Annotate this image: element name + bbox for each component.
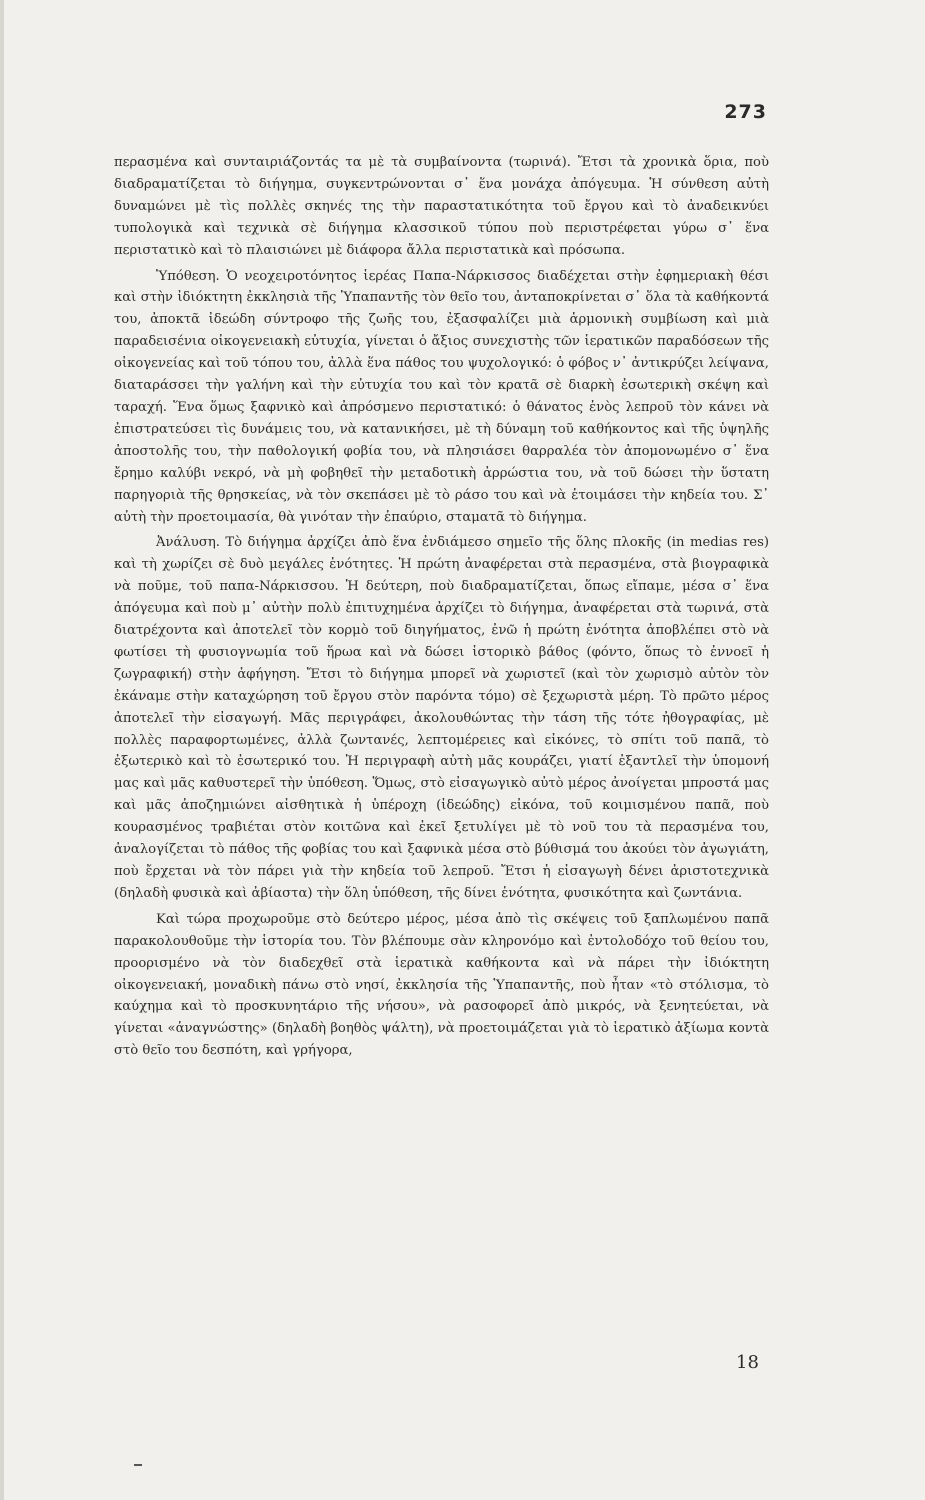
paragraph-2: Ὑπόθεση. Ὁ νεοχειροτόνητος ἱερέας Παπα-Νάρκισσος διαδέχεται στὴν ἐφημεριακὴ θέσι καὶ στὴν ἰδιόκτητη ἐκκλησιὰ τῆς Ὑπαπαντῆς τὸν θεῖο του, ἀνταποκρίνεται σ᾿ ὅλα τὰ καθήκοντά του, ἀποκτᾶ ἰδεώδη σύντροφο τῆς ζωῆς του, ἐξασφαλίζει μιὰ ἁρμονικὴ συμβίωση καὶ μιὰ παραδεισένια οἰκογενειακὴ εὐτυχία, γίνεται ὁ ἄξιος συνεχιστὴς τῶν ἱερατικῶν παραδόσεων τῆς οἰκογενείας καὶ τοῦ τόπου του, ἀλλὰ ἕνα πάθος του ψυχολογικό: ὁ φόβος ν᾿ ἀντικρύζει λείψανα, διαταράσσει τὴν γαλήνη καὶ τὴν εὐτυχία του καὶ τὸν κρατᾶ σὲ διαρκὴ ἐσωτερικὴ σκέψη καὶ ταραχή. Ἕνα ὅμως ξαφνικὸ καὶ ἀπρόσμενο περιστατικό: ὁ θάνατος ἑνὸς λεπροῦ τὸν κάνει νὰ ἐπιστρατεύσει τὶς δυνάμεις του, νὰ κατανικήσει, μὲ τὴ δύναμη τοῦ καθήκοντος καὶ τῆς ὑψηλῆς ἀποστολῆς του, τὴν παθολογική φοβία του, νὰ πλησιάσει θαρραλέα τὸν ἀπομονωμένο σ᾿ ἕνα ἔρημο καλύβι νεκρό, νὰ μὴ φοβηθεῖ τὴν μεταδοτικὴ ἀρρώστια του, νὰ τοῦ δώσει τὴν ὕστατη παρηγοριὰ τῆς θρησκείας, νὰ τὸν σκεπάσει μὲ τὸ ράσο του καὶ νὰ ἑτοιμάσει τὴν κηδεία του. Σ᾿ αὐτὴ τὴν προετοιμασία, θὰ γινόταν τὴν ἐπαύριο, σταματᾶ τὸ διήγημα. — [114, 268, 769, 525]
page-number: 273 — [724, 101, 767, 123]
paragraph-3: Ἀνάλυση. Τὸ διήγημα ἀρχίζει ἀπὸ ἕνα ἐνδιάμεσο σημεῖο τῆς ὅλης πλοκῆς (in medias res) καὶ τὴ χωρίζει σὲ δυὸ μεγάλες ἑνότητες. Ἡ πρώτη ἀναφέρεται στὰ περασμένα, στὰ βιογραφικὰ νὰ ποῦμε, τοῦ παπα-Νάρκισσου. Ἡ δεύτερη, ποὺ διαδραματίζεται, ὅπως εἴπαμε, μέσα σ᾿ ἕνα ἀπόγευμα καὶ ποὺ μ᾿ αὐτὴν πολὺ ἐπιτυχημένα ἀρχίζει τὸ διήγημα, ἀναφέρεται στὰ τωρινά, στὰ διατρέχοντα καὶ ἀποτελεῖ τὸν κορμὸ τοῦ διηγήματος, ἐνῶ ἡ πρώτη ἑνότητα ἀποβλέπει στὸ νὰ φωτίσει τὴ φυσιογνωμία τοῦ ἥρωα καὶ νὰ δώσει ἱστορικὸ βάθος (φόντο, ὅπως τὸ ἐννοεῖ ἡ ζωγραφική) στὴν ἀφήγηση. Ἔτσι τὸ διήγημα μπορεῖ νὰ χωριστεῖ (καὶ τὸν χωρισμὸ αὐτὸν τὸν ἐκάναμε στὴν καταχώρηση τοῦ ἔργου στὸν παρόντα τόμο) σὲ ξεχωριστὰ μέρη. Τὸ πρῶτο μέρος ἀποτελεῖ τὴν εἰσαγωγή. Μᾶς περιγράφει, ἀκολουθώντας τὴν τάση τῆς τότε ἠθογραφίας, μὲ πολλὲς παραφορτωμένες, ἀλλὰ ζωντανές, λεπτομέρειες καὶ εἰκόνες, τὸ σπίτι τοῦ παπᾶ, τὸ ἐξωτερικὸ καὶ τὸ ἐσωτερικό του. Ἡ περιγραφὴ αὐτὴ μᾶς κουράζει, γιατί ἐξαντλεῖ τὴν ὑπομονή μας καὶ μᾶς καθυστερεῖ τὴν ὑπόθεση. Ὅμως, στὸ εἰσαγωγικὸ αὐτὸ μέρος ἀνοίγεται μπροστά μας καὶ μᾶς ἀποζημιώνει αἰσθητικὰ ἡ ὑπέροχη (ἰδεώδης) εἰκόνα, τοῦ κοιμισμένου παπᾶ, ποὺ κουρασμένος τραβιέται στὸν κοιτῶνα καὶ ἐκεῖ ξετυλίγει μὲ τὸ νοῦ του τὰ περασμένα του, ἀναλογίζεται τὸ πάθος τῆς φοβίας του καὶ ξαφνικὰ μέσα στὸ βύθισμά του ἀκούει τὸν ἀγωγιάτη, ποὺ ἔρχεται νὰ τὸν πάρει γιὰ τὴν κηδεία τοῦ λεπροῦ. Ἔτσι ἡ εἰσαγωγὴ δένει ἀριστοτεχνικὰ (δηλαδὴ φυσικὰ καὶ ἀβίαστα) τὴν ὅλη ὑπόθεση, τῆς δίνει ἑνότητα, φυσικότητα καὶ ζωντάνια. — [114, 535, 769, 901]
paragraph-1: περασμένα καὶ συνταιριάζοντάς τα μὲ τὰ συμβαίνοντα (τωρινά). Ἔτσι τὰ χρονικὰ ὅρια, ποὺ διαδραματίζεται τὸ διήγημα, συγκεντρώνονται σ᾿ ἕνα μονάχα ἀπόγευμα. Ἡ σύνθεση αὐτὴ δυναμώνει μὲ τὶς πολλὲς σκηνές της τὴν παραστατικότητα τοῦ ἔργου καὶ τὸ ἀναδεικνύει τυπολογικὰ καὶ τεχνικὰ σὲ διήγημα κλασσικοῦ τύπου ποὺ περιστρέφεται γύρω σ᾿ ἕνα περιστατικὸ καὶ τὸ πλαισιώνει μὲ διάφορα ἄλλα περιστατικὰ καὶ πρόσωπα. — [114, 155, 769, 258]
signature-mark: 18 — [736, 1352, 759, 1373]
paragraph-4: Καὶ τώρα προχωροῦμε στὸ δεύτερο μέρος, μέσα ἀπὸ τὶς σκέψεις τοῦ ξαπλωμένου παπᾶ παρακολουθοῦμε τὴν ἱστορία του. Τὸν βλέπουμε σὰν κληρονόμο καὶ ἐντολοδόχο τοῦ θείου του, προορισμένο νὰ τὸν διαδεχθεῖ στὰ ἱερατικὰ καθήκοντα καὶ νὰ πάρει τὴν ἰδιόκτητη οἰκογενειακή, μοναδικὴ πάνω στὸ νησί, ἐκκλησία τῆς Ὑπαπαντῆς, ποὺ ἦταν «τὸ στόλισμα, τὸ καύχημα καὶ τὸ προσκυνητάριο τῆς νήσου», νὰ ρασοφορεῖ ἀπὸ μικρός, νὰ ξενητεύεται, νὰ γίνεται «ἀναγνώστης» (δηλαδὴ βοηθὸς ψάλτη), νὰ προετοιμάζεται γιὰ τὸ ἱερατικὸ ἀξίωμα κοντὰ στὸ θεῖο του δεσπότη, καὶ γρήγορα, — [114, 911, 769, 1059]
body-text — [114, 152, 769, 1062]
footer-dash — [134, 1464, 142, 1466]
